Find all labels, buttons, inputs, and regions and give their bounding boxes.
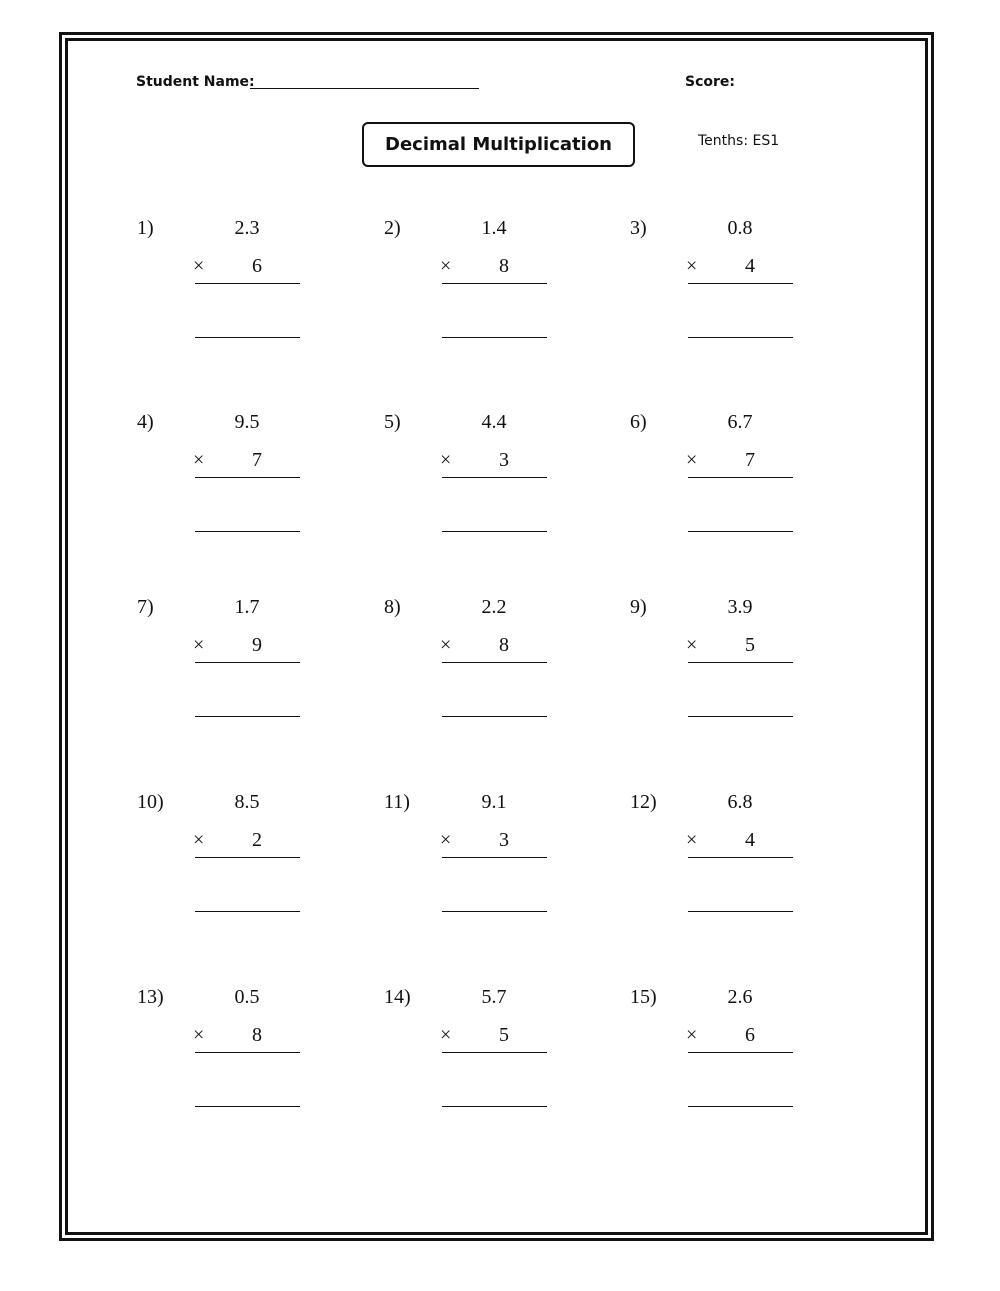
problem-multiplicand: 1.7 [234,596,260,618]
times-sign: × [193,634,205,656]
problem-multiplier: 6 [252,255,262,277]
product-rule-line [688,283,793,284]
product-rule-line [442,1052,547,1053]
product-rule-line [195,857,300,858]
problem-number: 9) [630,596,647,618]
worksheet-title-text: Decimal Multiplication [385,134,612,155]
problem-multiplicand: 3.9 [727,596,753,618]
problem-number: 11) [384,791,410,813]
problem-multiplicand: 2.6 [727,986,753,1008]
problem-11 [384,790,584,940]
problem-10 [137,790,337,940]
worksheet-title [362,122,635,167]
problem-multiplier: 8 [499,634,509,656]
problem-number: 14) [384,986,411,1008]
problem-multiplier: 3 [499,449,509,471]
problem-number: 2) [384,217,401,239]
problem-multiplier: 6 [745,1024,755,1046]
product-rule-line [688,1052,793,1053]
product-rule-line [195,477,300,478]
problem-number: 12) [630,791,657,813]
problem-4 [137,410,337,560]
problem-7 [137,595,337,745]
problem-3 [630,216,830,366]
times-sign: × [193,449,205,471]
problem-multiplier: 3 [499,829,509,851]
student-name-line[interactable] [250,88,479,89]
answer-line[interactable] [688,716,793,717]
problem-multiplier: 5 [745,634,755,656]
problem-14 [384,985,584,1135]
problem-2 [384,216,584,366]
product-rule-line [688,857,793,858]
answer-line[interactable] [688,1106,793,1107]
answer-line[interactable] [195,337,300,338]
problem-1 [137,216,337,366]
answer-line[interactable] [688,531,793,532]
problem-number: 5) [384,411,401,433]
problem-multiplier: 9 [252,634,262,656]
answer-line[interactable] [442,716,547,717]
problem-multiplicand: 0.5 [234,986,260,1008]
problem-number: 4) [137,411,154,433]
times-sign: × [440,634,452,656]
problem-number: 6) [630,411,647,433]
times-sign: × [440,449,452,471]
problem-13 [137,985,337,1135]
problem-multiplicand: 6.8 [727,791,753,813]
problem-multiplicand: 8.5 [234,791,260,813]
problem-12 [630,790,830,940]
problem-number: 1) [137,217,154,239]
times-sign: × [686,255,698,277]
product-rule-line [442,477,547,478]
times-sign: × [193,255,205,277]
problem-15 [630,985,830,1135]
problem-number: 15) [630,986,657,1008]
answer-line[interactable] [442,531,547,532]
problem-9 [630,595,830,745]
problem-multiplier: 8 [252,1024,262,1046]
problem-multiplicand: 0.8 [727,217,753,239]
problem-number: 10) [137,791,164,813]
problem-multiplicand: 4.4 [481,411,507,433]
times-sign: × [440,1024,452,1046]
problem-8 [384,595,584,745]
problem-multiplicand: 5.7 [481,986,507,1008]
product-rule-line [688,477,793,478]
product-rule-line [442,857,547,858]
answer-line[interactable] [195,716,300,717]
times-sign: × [686,634,698,656]
problem-6 [630,410,830,560]
problem-multiplicand: 9.5 [234,411,260,433]
answer-line[interactable] [442,337,547,338]
times-sign: × [686,1024,698,1046]
problem-multiplier: 4 [745,829,755,851]
student-name-label: Student Name: [136,74,255,90]
answer-line[interactable] [195,531,300,532]
problem-multiplier: 7 [745,449,755,471]
problem-multiplier: 7 [252,449,262,471]
product-rule-line [195,283,300,284]
problem-number: 7) [137,596,154,618]
problem-number: 8) [384,596,401,618]
answer-line[interactable] [195,1106,300,1107]
problem-multiplicand: 2.3 [234,217,260,239]
problem-multiplier: 8 [499,255,509,277]
score-label: Score: [685,74,735,90]
answer-line[interactable] [688,337,793,338]
times-sign: × [440,829,452,851]
times-sign: × [440,255,452,277]
times-sign: × [686,449,698,471]
problem-multiplier: 2 [252,829,262,851]
product-rule-line [195,1052,300,1053]
problem-number: 13) [137,986,164,1008]
problem-multiplicand: 6.7 [727,411,753,433]
product-rule-line [442,662,547,663]
problem-multiplicand: 2.2 [481,596,507,618]
times-sign: × [686,829,698,851]
problem-number: 3) [630,217,647,239]
product-rule-line [442,283,547,284]
product-rule-line [195,662,300,663]
problem-multiplicand: 1.4 [481,217,507,239]
answer-line[interactable] [688,911,793,912]
answer-line[interactable] [195,911,300,912]
problem-multiplicand: 9.1 [481,791,507,813]
problem-multiplier: 5 [499,1024,509,1046]
answer-line[interactable] [442,911,547,912]
problem-multiplier: 4 [745,255,755,277]
answer-line[interactable] [442,1106,547,1107]
times-sign: × [193,829,205,851]
product-rule-line [688,662,793,663]
times-sign: × [193,1024,205,1046]
problem-5 [384,410,584,560]
set-label: Tenths: ES1 [698,133,780,149]
